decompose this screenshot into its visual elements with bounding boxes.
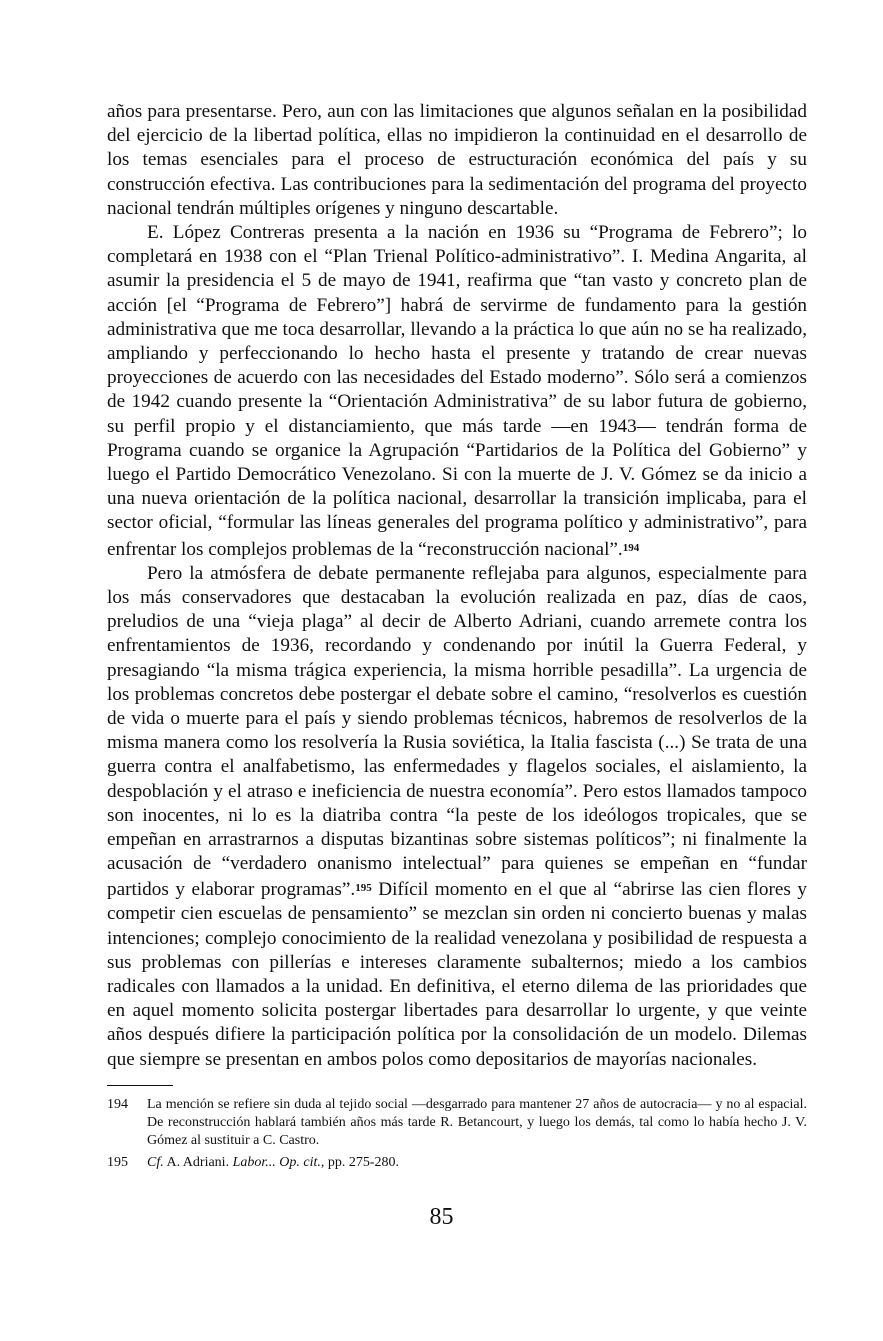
footnote-number: 195 [107, 1155, 128, 1170]
footnote-ref-195: 195 [355, 882, 372, 895]
body-text [107, 100, 807, 1072]
paragraph-1-text: años para presentarse. Pero, aun con las limitaciones que algunos señalan en la posibilidad del ejercicio de la libertad política, ellas no impidieron la continuidad en el desarrollo de los temas esenciales para el proceso de estructuración económica del país y su construcción efectiva. Las contribuciones para la sedimentación del programa del proyecto nacional tendrán múltiples orígenes y ninguno descartable. [107, 101, 807, 219]
paragraph-1 [107, 100, 807, 221]
footnote-text [147, 1154, 807, 1172]
footnote-text-a: A. Adriani. [163, 1155, 233, 1170]
footnote-195 [107, 1154, 807, 1172]
paragraph-3-text-a: Pero la atmósfera de debate permanente reflejaba para algunos, especialmente para los más conservadores que destacaban la evolución realizada en paz, días de caos, preludios de una “vieja plaga” al decir de Alberto Adriani, cuando arremete contra los enfrentamientos de 1936, recordando y condenando por inútil la Guerra Federal, y presagiando “la misma trágica experiencia, la misma horrible pesadilla”. La urgencia de los problemas concretos debe postergar el debate sobre el camino, “resolverlos es cuestión de vida o muerte para el país y siendo problemas técnicos, habremos de resolverlos de la misma manera como los resolvería la Rusia soviética, la Italia fascista (...) Se trata de una guerra contra el analfabetismo, las enfermedades y flagelos sociales, el aislamiento, la despoblación y el atraso e ineficiencia de nuestra economía”. Pero estos llamados tampoco son inocentes, ni lo es la diatriba contra “la peste de los ideólogos tropicales, que se empeñan en arrastrarnos a disputas bizantinas sobre sistemas políticos”; ni finalmente la acusación de “verdadero onanismo intelectual” para quienes se empeñan en “fundar partidos y elaborar programas”. [107, 562, 807, 901]
footnotes [107, 1096, 807, 1176]
paragraph-3-text-b: Difícil momento en el que al “abrirse las cien flores y competir cien escuelas de pensamiento” se mezclan sin orden ni concierto buenas y malas intenciones; complejo conocimiento de la realidad venezolana y posibilidad de respuesta a sus problemas con pillerías e intereses claramente subalternos; miedo a los cambios radicales con llamados a la unidad. En definitiva, el eterno dilema de las prioridades que en aquel momento solicita postergar libertades para desarrollar lo urgente, y que veinte años después difiere la participación política por la consolidación de un modelo. Dilemas que siempre se presentan en ambos polos como depositarios de mayorías nacionales. [107, 879, 807, 1070]
footnote-work-title: Labor... Op. cit. [232, 1155, 321, 1170]
footnote-divider [107, 1085, 173, 1086]
page-number: 85 [429, 1204, 454, 1230]
footnote-number: 194 [107, 1097, 128, 1112]
footnote-ref-194: 194 [622, 541, 640, 554]
footnote-text: La mención se refiere sin duda al tejido social —desgarrado para mantener 27 años de autocracia— y no al espacial. De reconstrucción hablará también años más tarde R. Betancourt, y luego los demás, tal como lo había hecho J. V. Gómez al sustituir a C. Castro. [147, 1097, 807, 1148]
paragraph-2-text: E. López Contreras presenta a la nación en 1936 su “Programa de Febrero”; lo completará en 1938 con el “Plan Trienal Político-administrativo”. I. Medina Angarita, al asumir la presidencia el 5 de mayo de 1941, reafirma que “tan vasto y concreto plan de acción [el “Programa de Febrero”] habrá de servirme de fundamento para la gestión administrativa que me toca desarrollar, llevando a la práctica lo que aún no se ha realizado, ampliando y perfeccionando lo hecho hasta el presente y tratando de crear nuevas proyecciones de acuerdo con las necesidades del Estado moderno”. Sólo será a comienzos de 1942 cuando presente la “Orientación Administrativa” de su labor futura de gobierno, su perfil propio y el distanciamiento, que más tarde —en 1943— tendrán forma de Programa cuando se organice la Agrupación “Partidarios de la Política del Gobierno” y luego el Partido Democrático Venezolano. Si con la muerte de J. V. Gómez se da inicio a una nueva orientación de la política nacional, desarrollar la transición implicaba, para el sector oficial, “formular las líneas generales del programa político y administrativo”, para enfrentar los complejos problemas de la “reconstrucción nacional”. [107, 222, 807, 560]
footnote-194 [107, 1096, 807, 1150]
paragraph-3 [107, 562, 807, 1072]
footnote-text-b: , pp. 275-280. [320, 1155, 400, 1170]
paragraph-2 [107, 221, 807, 562]
footnote-cf: Cf. [147, 1155, 164, 1170]
